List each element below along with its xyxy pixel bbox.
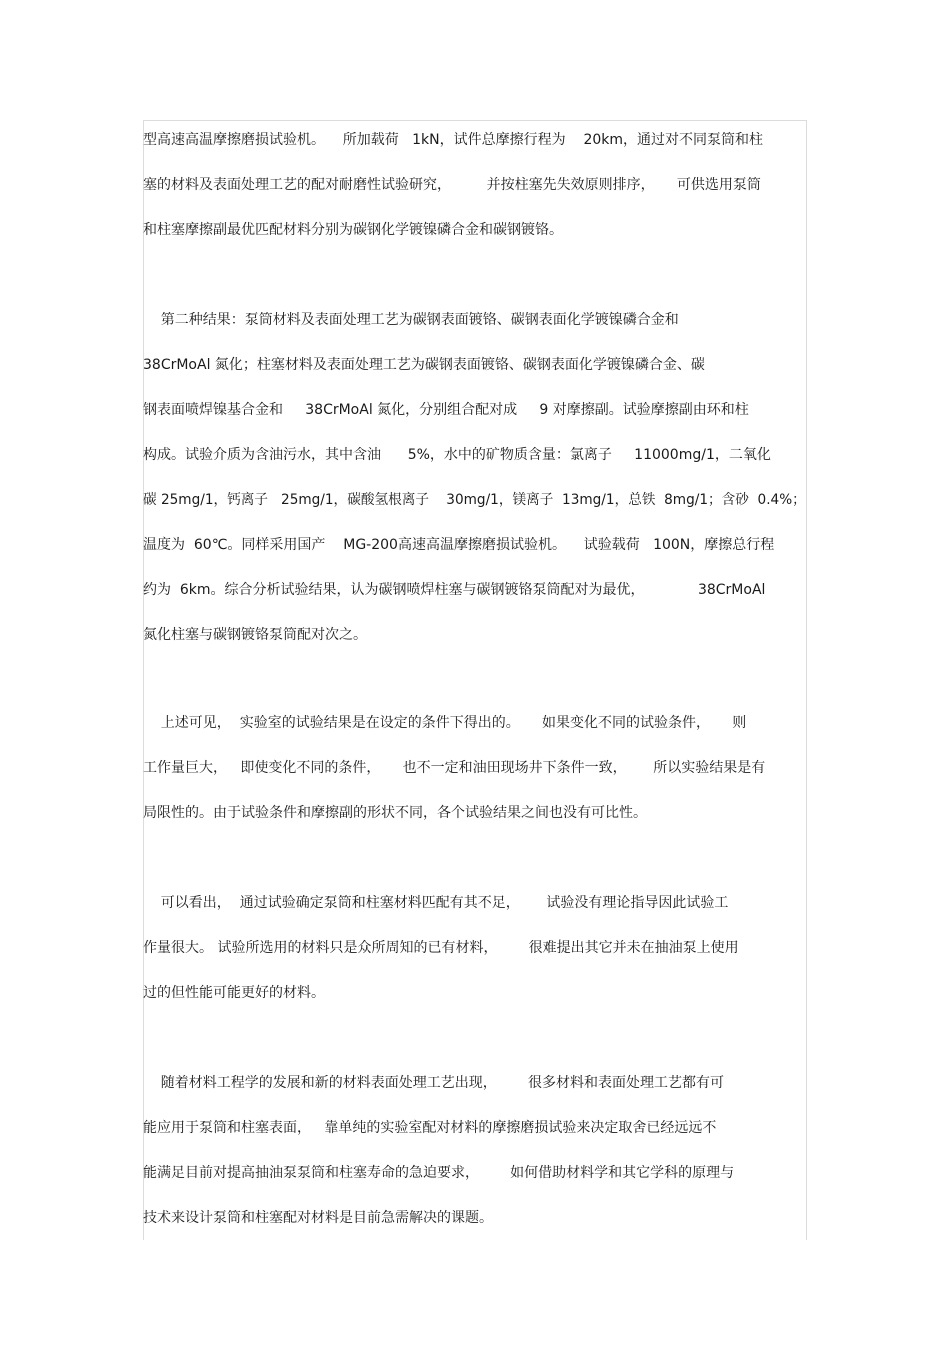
- paragraph-3-line-2: 工作量巨大， 即使变化不同的条件， 也不一定和油田现场井下条件一致， 所以实验结果是有: [143, 760, 766, 776]
- paragraph-2-line-3: 钢表面喷焊镍基合金和 38CrMoAl 氮化，分别组合配对成 9 对摩擦副。试验摩擦副由环和柱: [143, 402, 749, 418]
- paragraph-2-line-8: 氮化柱塞与碳钢镀铬泵筒配对次之。: [143, 627, 367, 643]
- paragraph-2-line-1: 第二种结果：泵筒材料及表面处理工艺为碳钢表面镀铬、碳钢表面化学镀镍磷合金和: [143, 312, 679, 328]
- paragraph-1-line-2: 塞的材料及表面处理工艺的配对耐磨性试验研究， 并按柱塞先失效原则排序， 可供选用泵筒: [143, 177, 761, 193]
- paragraph-2-line-6: 温度为 60℃。同样采用国产 MG-200高速高温摩擦磨损试验机。 试验载荷 100N，摩擦总行程: [143, 537, 775, 553]
- paragraph-5-line-1: 随着材料工程学的发展和新的材料表面处理工艺出现， 很多材料和表面处理工艺都有可: [143, 1075, 724, 1091]
- paragraph-5-line-2: 能应用于泵筒和柱塞表面， 靠单纯的实验室配对材料的摩擦磨损试验来决定取舍已经远远不: [143, 1120, 717, 1136]
- paragraph-2-line-7: 约为 6km。综合分析试验结果，认为碳钢喷焊柱塞与碳钢镀铬泵筒配对为最优， 38CrMoAl: [143, 582, 766, 598]
- paragraph-1-line-3: 和柱塞摩擦副最优匹配材料分别为碳钢化学镀镍磷合金和碳钢镀铬。: [143, 222, 563, 238]
- page-frame: [143, 120, 807, 1240]
- paragraph-2-line-5: 碳 25mg/1，钙离子 25mg/1，碳酸氢根离子 30mg/1，镁离子 13mg/1，总铁 8mg/1；含砂 0.4%；: [143, 492, 806, 508]
- paragraph-3-line-3: 局限性的。由于试验条件和摩擦副的形状不同，各个试验结果之间也没有可比性。: [143, 805, 647, 821]
- paragraph-1-line-1: 型高速高温摩擦磨损试验机。 所加载荷 1kN，试件总摩擦行程为 20km，通过对不同泵筒和柱: [143, 132, 763, 148]
- paragraph-4-line-1: 可以看出， 通过试验确定泵筒和柱塞材料匹配有其不足， 试验没有理论指导因此试验工: [143, 895, 729, 911]
- paragraph-3-line-1: 上述可见， 实验室的试验结果是在设定的条件下得出的。 如果变化不同的试验条件， 则: [143, 715, 747, 731]
- paragraph-5-line-3: 能满足目前对提高抽油泵泵筒和柱塞寿命的急迫要求， 如何借助材料学和其它学科的原理与: [143, 1165, 735, 1181]
- paragraph-5-line-4: 技术来设计泵筒和柱塞配对材料是目前急需解决的课题。: [143, 1210, 493, 1226]
- paragraph-2-line-4: 构成。试验介质为含油污水，其中含油 5%，水中的矿物质含量：氯离子 11000mg/1，二氧化: [143, 447, 771, 463]
- paragraph-4-line-3: 过的但性能可能更好的材料。: [143, 985, 325, 1001]
- paragraph-2-line-2: 38CrMoAl 氮化；柱塞材料及表面处理工艺为碳钢表面镀铬、碳钢表面化学镀镍磷合金、碳: [143, 357, 705, 373]
- paragraph-4-line-2: 作量很大。 试验所选用的材料只是众所周知的已有材料， 很难提出其它并未在抽油泵上使用: [143, 940, 739, 956]
